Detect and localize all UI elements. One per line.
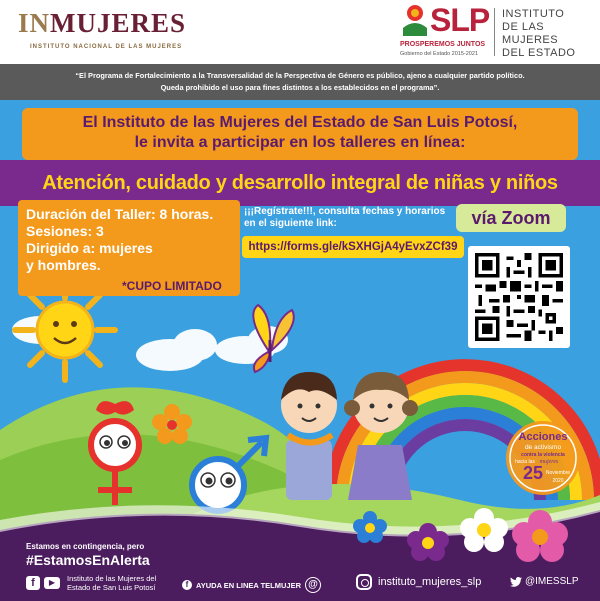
inmujeres-subtitle: INSTITUTO NACIONAL DE LAS MUJERES — [30, 44, 183, 50]
boy-character — [281, 372, 337, 500]
workshop-title: Atención, cuidado y desarrollo integral de niñas y niños — [0, 160, 600, 206]
telmujer-logo-icon: @ — [305, 577, 321, 593]
invitation-line-1: El Instituto de las Mujeres del Estado de San Luis Potosí, — [82, 114, 518, 131]
facebook-account: Instituto de las Mujeres del Estado de San Luis Potosí — [67, 574, 157, 592]
disclaimer-band — [0, 64, 600, 100]
disclaimer-line-2: Queda prohibido el uso para fines distintos a los establecidos en el programa”. — [160, 83, 440, 92]
slp-logo-icon — [400, 4, 430, 38]
twitter-handle: @IMESSLP — [525, 576, 579, 587]
slp-brand: SLP — [430, 2, 490, 38]
svg-text:Noviembre: Noviembre — [545, 470, 571, 476]
header — [0, 0, 600, 64]
limited-slots-note: *CUPO LIMITADO — [122, 279, 222, 293]
youtube-icon[interactable]: ▶ — [44, 577, 60, 589]
facebook-youtube-block[interactable] — [26, 574, 156, 592]
via-zoom-badge: vía Zoom — [456, 204, 566, 232]
svg-text:2020: 2020 — [552, 478, 564, 484]
invitation-box — [22, 108, 578, 160]
instagram-handle: instituto_mujeres_slp — [378, 576, 482, 588]
svg-text:de activismo: de activismo — [524, 444, 562, 451]
twitter-icon — [510, 577, 522, 587]
register-instructions: ¡¡¡Regístrate!!!, consulta fechas y horarios en el siguiente link: — [244, 206, 446, 229]
invitation-line-2: le invita a participar en los talleres en línea: — [134, 134, 466, 151]
disclaimer-line-1: “El Programa de Fortalecimiento a la Transversalidad de la Perspectiva de Género es público, ajeno a cualquier partido político. — [75, 71, 525, 80]
svg-text:25: 25 — [522, 463, 544, 483]
duration-text: Duración del Taller: 8 horas. — [26, 206, 214, 222]
instagram-icon — [356, 574, 372, 590]
instituto-logo-text: INSTITUTO DE LAS MUJERES DEL ESTADO — [502, 8, 576, 59]
audience-text-2: y hombres. — [26, 257, 101, 273]
slp-government: Gobierno del Estado 2015-2021 — [400, 51, 478, 57]
workshop-details-box — [18, 200, 240, 296]
svg-text:hacia las: hacia las — [515, 459, 535, 465]
audience-text-1: Dirigido a: mujeres — [26, 240, 153, 256]
inmujeres-logo: INMUJERES — [18, 8, 187, 38]
twitter-block[interactable] — [510, 576, 579, 587]
qr-code[interactable] — [468, 246, 570, 348]
facebook-icon[interactable]: f — [26, 576, 40, 590]
registration-link[interactable]: https://forms.gle/kSXHGjA4yEvxZCf39 — [242, 236, 464, 258]
svg-text:Acciones: Acciones — [518, 431, 568, 443]
telmujer-help[interactable] — [182, 577, 321, 593]
slp-slogan: PROSPEREMOS JUNTOS — [400, 41, 486, 48]
svg-text:contra la violencia: contra la violencia — [521, 452, 565, 458]
poster — [0, 100, 600, 601]
activism-badge — [505, 420, 581, 496]
qr-code-icon — [475, 253, 563, 341]
svg-text:mujeres: mujeres — [539, 459, 559, 465]
instagram-block[interactable] — [356, 574, 481, 590]
facebook-icon-small: f — [182, 580, 192, 590]
header-divider — [494, 8, 495, 56]
telmujer-text: AYUDA EN LINEA TELMUJER — [196, 580, 302, 590]
hashtag-text: #EstamosEnAlerta — [26, 552, 150, 568]
contingency-text: Estamos en contingencia, pero — [26, 542, 145, 551]
sessions-text: Sesiones: 3 — [26, 223, 104, 239]
